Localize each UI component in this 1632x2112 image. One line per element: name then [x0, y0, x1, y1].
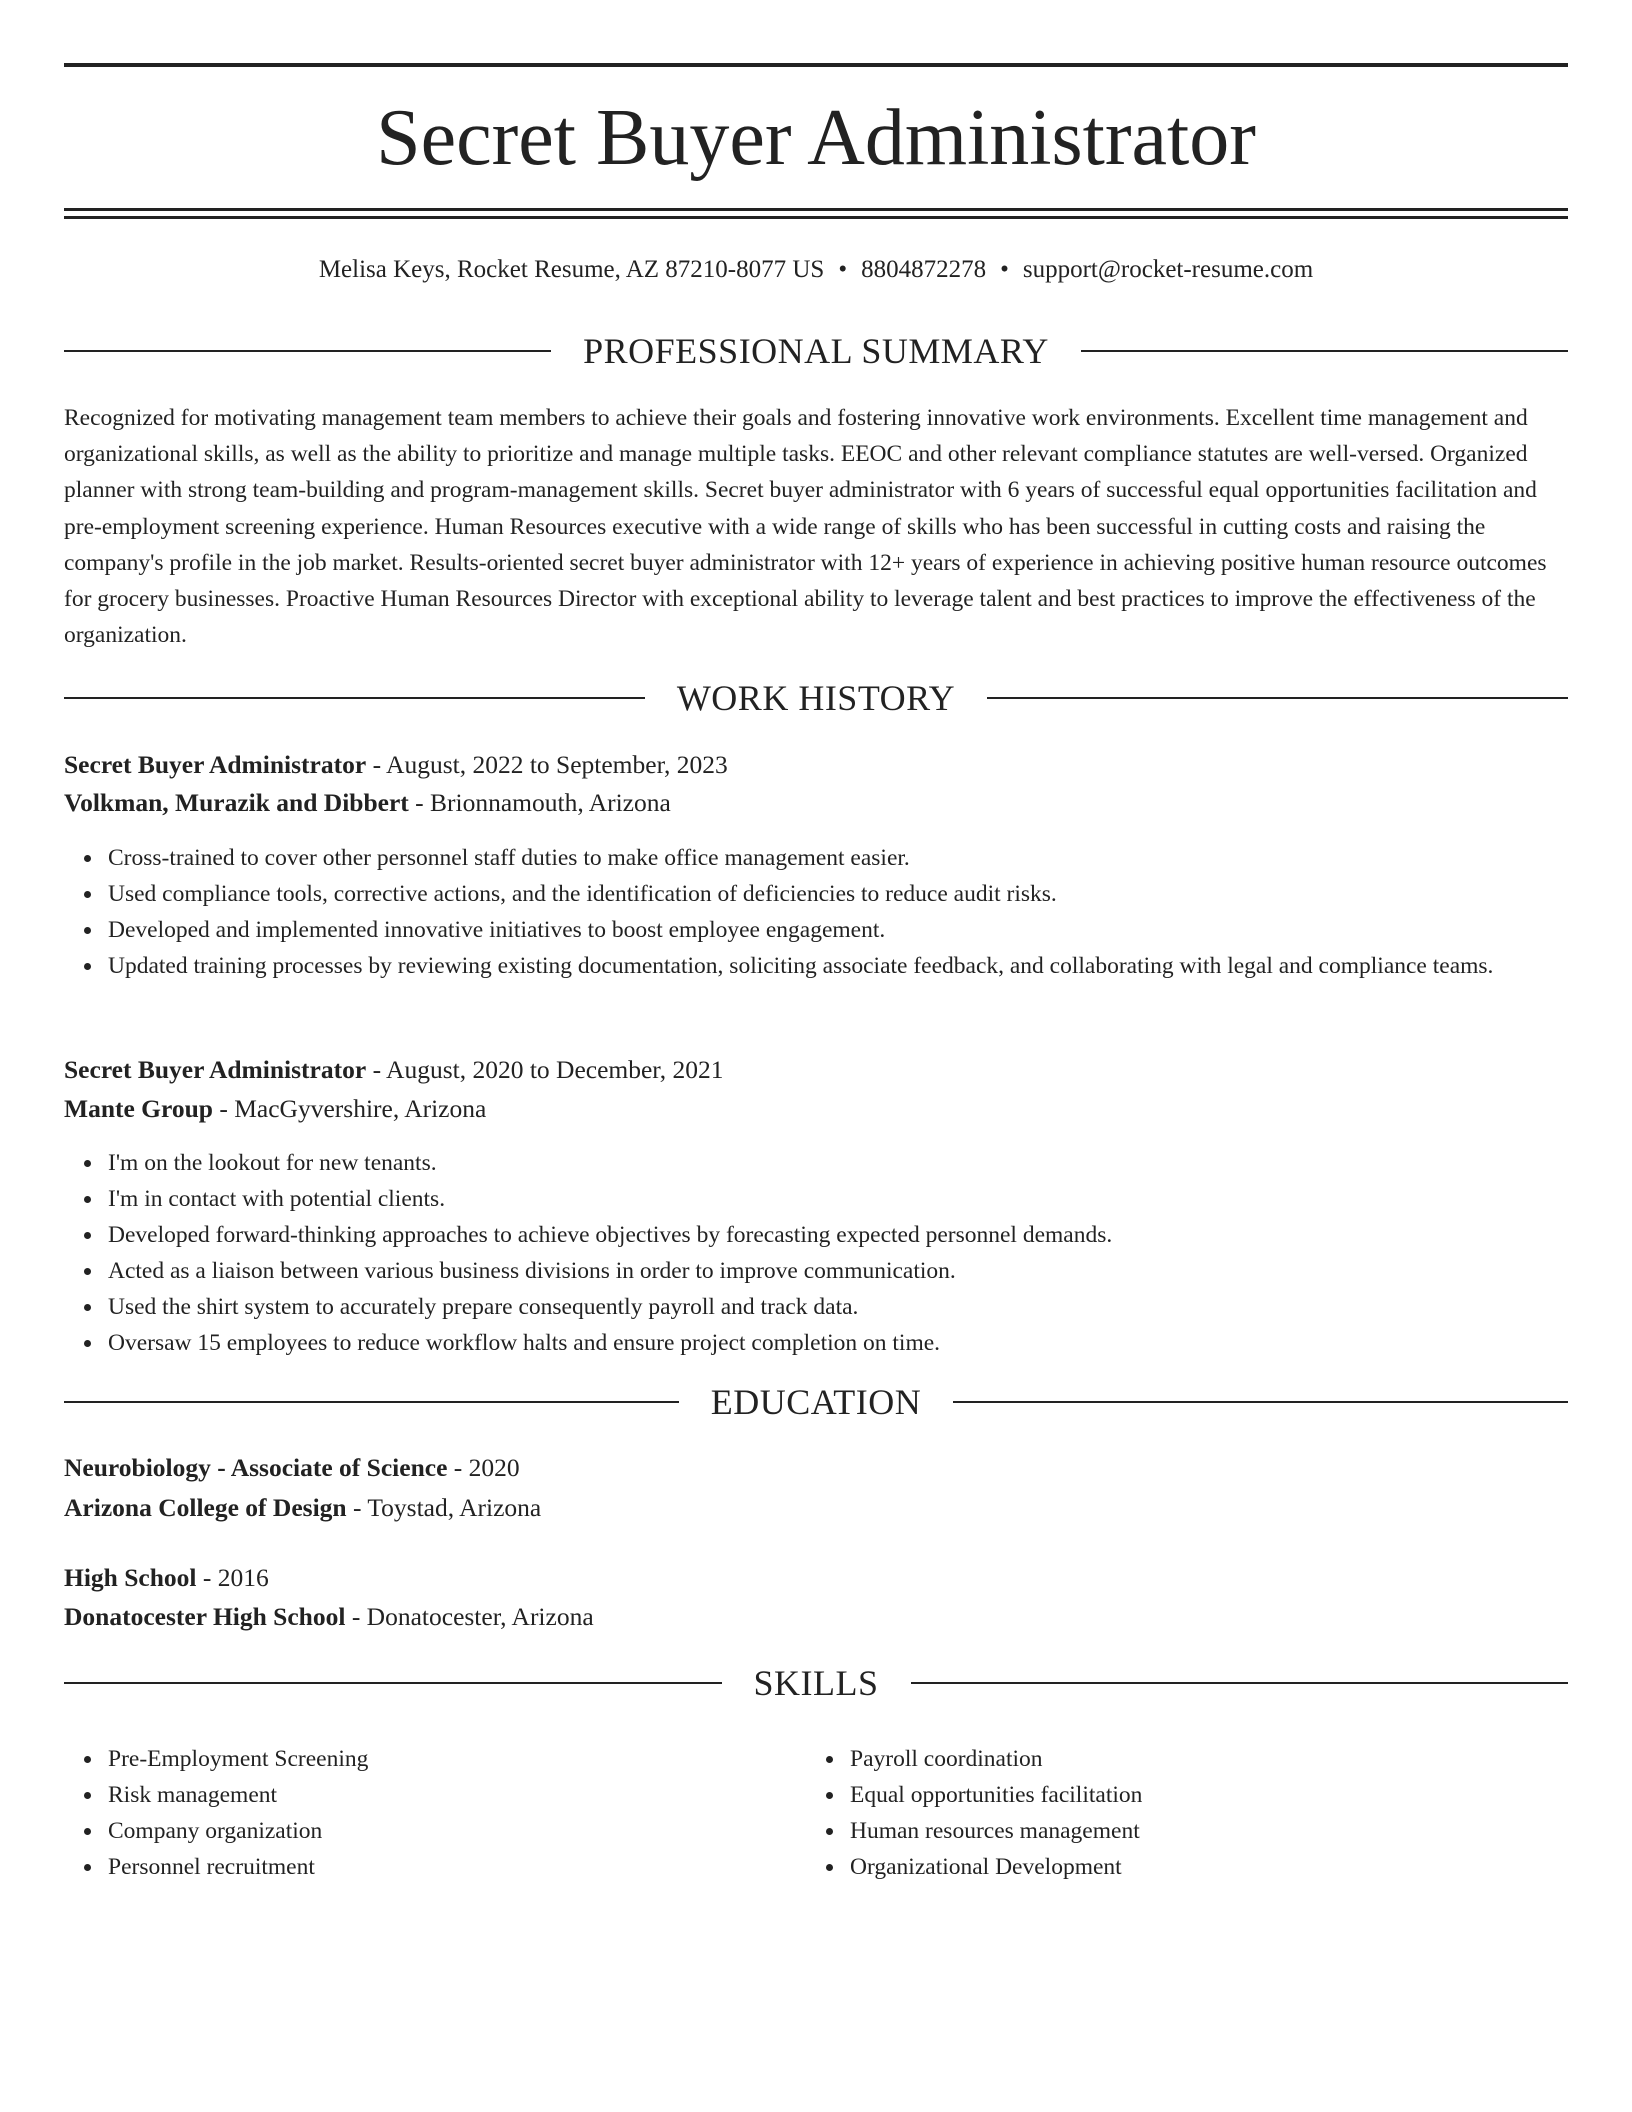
skill-item: Organizational Development	[850, 1849, 1550, 1885]
job-company: Mante Group	[64, 1094, 213, 1123]
section-rule-left	[64, 1682, 722, 1684]
skill-item: Company organization	[108, 1813, 808, 1849]
resume-title: Secret Buyer Administrator	[376, 94, 1256, 182]
education-degree: Neurobiology - Associate of Science	[64, 1453, 448, 1482]
skill-item: Pre-Employment Screening	[108, 1741, 808, 1777]
section-heading-label: EDUCATION	[710, 1382, 922, 1422]
list-item: Developed forward-thinking approaches to achieve objectives by forecasting expected personnel demands.	[108, 1217, 1612, 1253]
education-year: - 2016	[196, 1563, 269, 1592]
skill-item: Human resources management	[850, 1813, 1550, 1849]
header-double-rule-upper	[64, 208, 1568, 211]
job-title-line	[64, 748, 1568, 782]
section-heading-skills	[64, 1661, 1568, 1705]
education-school: Arizona College of Design	[64, 1493, 347, 1522]
section-rule-left	[64, 350, 551, 352]
section-heading-label: SKILLS	[753, 1663, 879, 1703]
job-location: - MacGyvershire, Arizona	[213, 1094, 487, 1123]
section-rule-right	[987, 697, 1568, 699]
job-company-line	[64, 1092, 1568, 1126]
list-item: Developed and implemented innovative initiatives to boost employee engagement.	[108, 912, 1612, 948]
section-heading-work-history	[64, 676, 1568, 720]
section-heading-summary	[64, 329, 1568, 373]
job-dates: - August, 2020 to December, 2021	[366, 1055, 724, 1084]
job-bullet-list	[64, 1145, 1612, 1361]
summary-text: Recognized for motivating management team members to achieve their goals and fostering innovative work environments. Excellent time management and organizational skills, as well as the ability to prioritize and manage multiple tasks. EEOC and other relevant compliance statutes are well-versed. Organized planner with strong team-building and program-management skills. Secret buyer administrator with 6 years of successful equal opportunities facilitation and pre-employment screening experience. Human Resources executive with a wide range of skills who has been successful in cutting costs and raising the company's profile in the job market. Results-oriented secret buyer administrator with 12+ years of experience in achieving positive human resource outcomes for grocery businesses. Proactive Human Resources Director with exceptional ability to leverage talent and best practices to improve the effectiveness of the organization.	[64, 405, 1547, 649]
section-heading-education	[64, 1380, 1568, 1424]
list-item: Cross-trained to cover other personnel staff duties to make office management easier.	[108, 840, 1612, 876]
job-location: - Brionnamouth, Arizona	[408, 788, 671, 817]
list-item: Used compliance tools, corrective actions, and the identification of deficiencies to reduce audit risks.	[108, 876, 1612, 912]
list-item: Used the shirt system to accurately prepare consequently payroll and track data.	[108, 1289, 1612, 1325]
list-item: I'm on the lookout for new tenants.	[108, 1145, 1612, 1181]
skill-item: Risk management	[108, 1777, 808, 1813]
education-degree: High School	[64, 1563, 197, 1592]
job-company: Volkman, Murazik and Dibbert	[64, 788, 409, 817]
skills-list-right	[806, 1741, 1550, 1885]
section-rule-left	[64, 1401, 679, 1403]
section-rule-right	[1081, 350, 1568, 352]
education-location: - Toystad, Arizona	[346, 1493, 542, 1522]
header-top-rule	[64, 63, 1568, 67]
contact-separator: •	[1000, 256, 1009, 283]
job-dates: - August, 2022 to September, 2023	[366, 750, 728, 779]
job-company-line	[64, 786, 1568, 820]
list-item: Acted as a liaison between various business divisions in order to improve communication.	[108, 1253, 1612, 1289]
header-double-rule-lower	[64, 216, 1568, 219]
job-title-line	[64, 1053, 1568, 1087]
education-location: - Donatocester, Arizona	[345, 1602, 594, 1631]
job-title: Secret Buyer Administrator	[64, 750, 367, 779]
education-school: Donatocester High School	[64, 1602, 346, 1631]
contact-line	[64, 254, 1568, 286]
job-bullet-list	[64, 840, 1612, 984]
education-degree-line	[64, 1561, 1568, 1595]
list-item: Updated training processes by reviewing existing documentation, soliciting associate feedback, and collaborating with legal and compliance teams.	[108, 948, 1612, 984]
section-heading-label: WORK HISTORY	[676, 678, 956, 718]
contact-email: support@rocket-resume.com	[1022, 256, 1314, 283]
section-heading-label: PROFESSIONAL SUMMARY	[583, 331, 1049, 371]
education-school-line	[64, 1600, 1568, 1634]
education-degree-line	[64, 1451, 1568, 1485]
section-rule-right	[911, 1682, 1569, 1684]
section-rule-left	[64, 697, 645, 699]
skills-list-left	[64, 1741, 808, 1885]
contact-separator: •	[838, 256, 848, 283]
list-item: Oversaw 15 employees to reduce workflow halts and ensure project completion on time.	[108, 1325, 1612, 1361]
job-title: Secret Buyer Administrator	[64, 1055, 367, 1084]
education-year: - 2020	[447, 1453, 520, 1482]
skill-item: Personnel recruitment	[108, 1849, 808, 1885]
list-item: I'm in contact with potential clients.	[108, 1181, 1612, 1217]
contact-address: Melisa Keys, Rocket Resume, AZ 87210-8077 US	[318, 256, 825, 283]
education-school-line	[64, 1491, 1568, 1525]
contact-phone: 8804872278	[861, 256, 987, 283]
section-rule-right	[953, 1401, 1568, 1403]
skill-item: Equal opportunities facilitation	[850, 1777, 1550, 1813]
skill-item: Payroll coordination	[850, 1741, 1550, 1777]
